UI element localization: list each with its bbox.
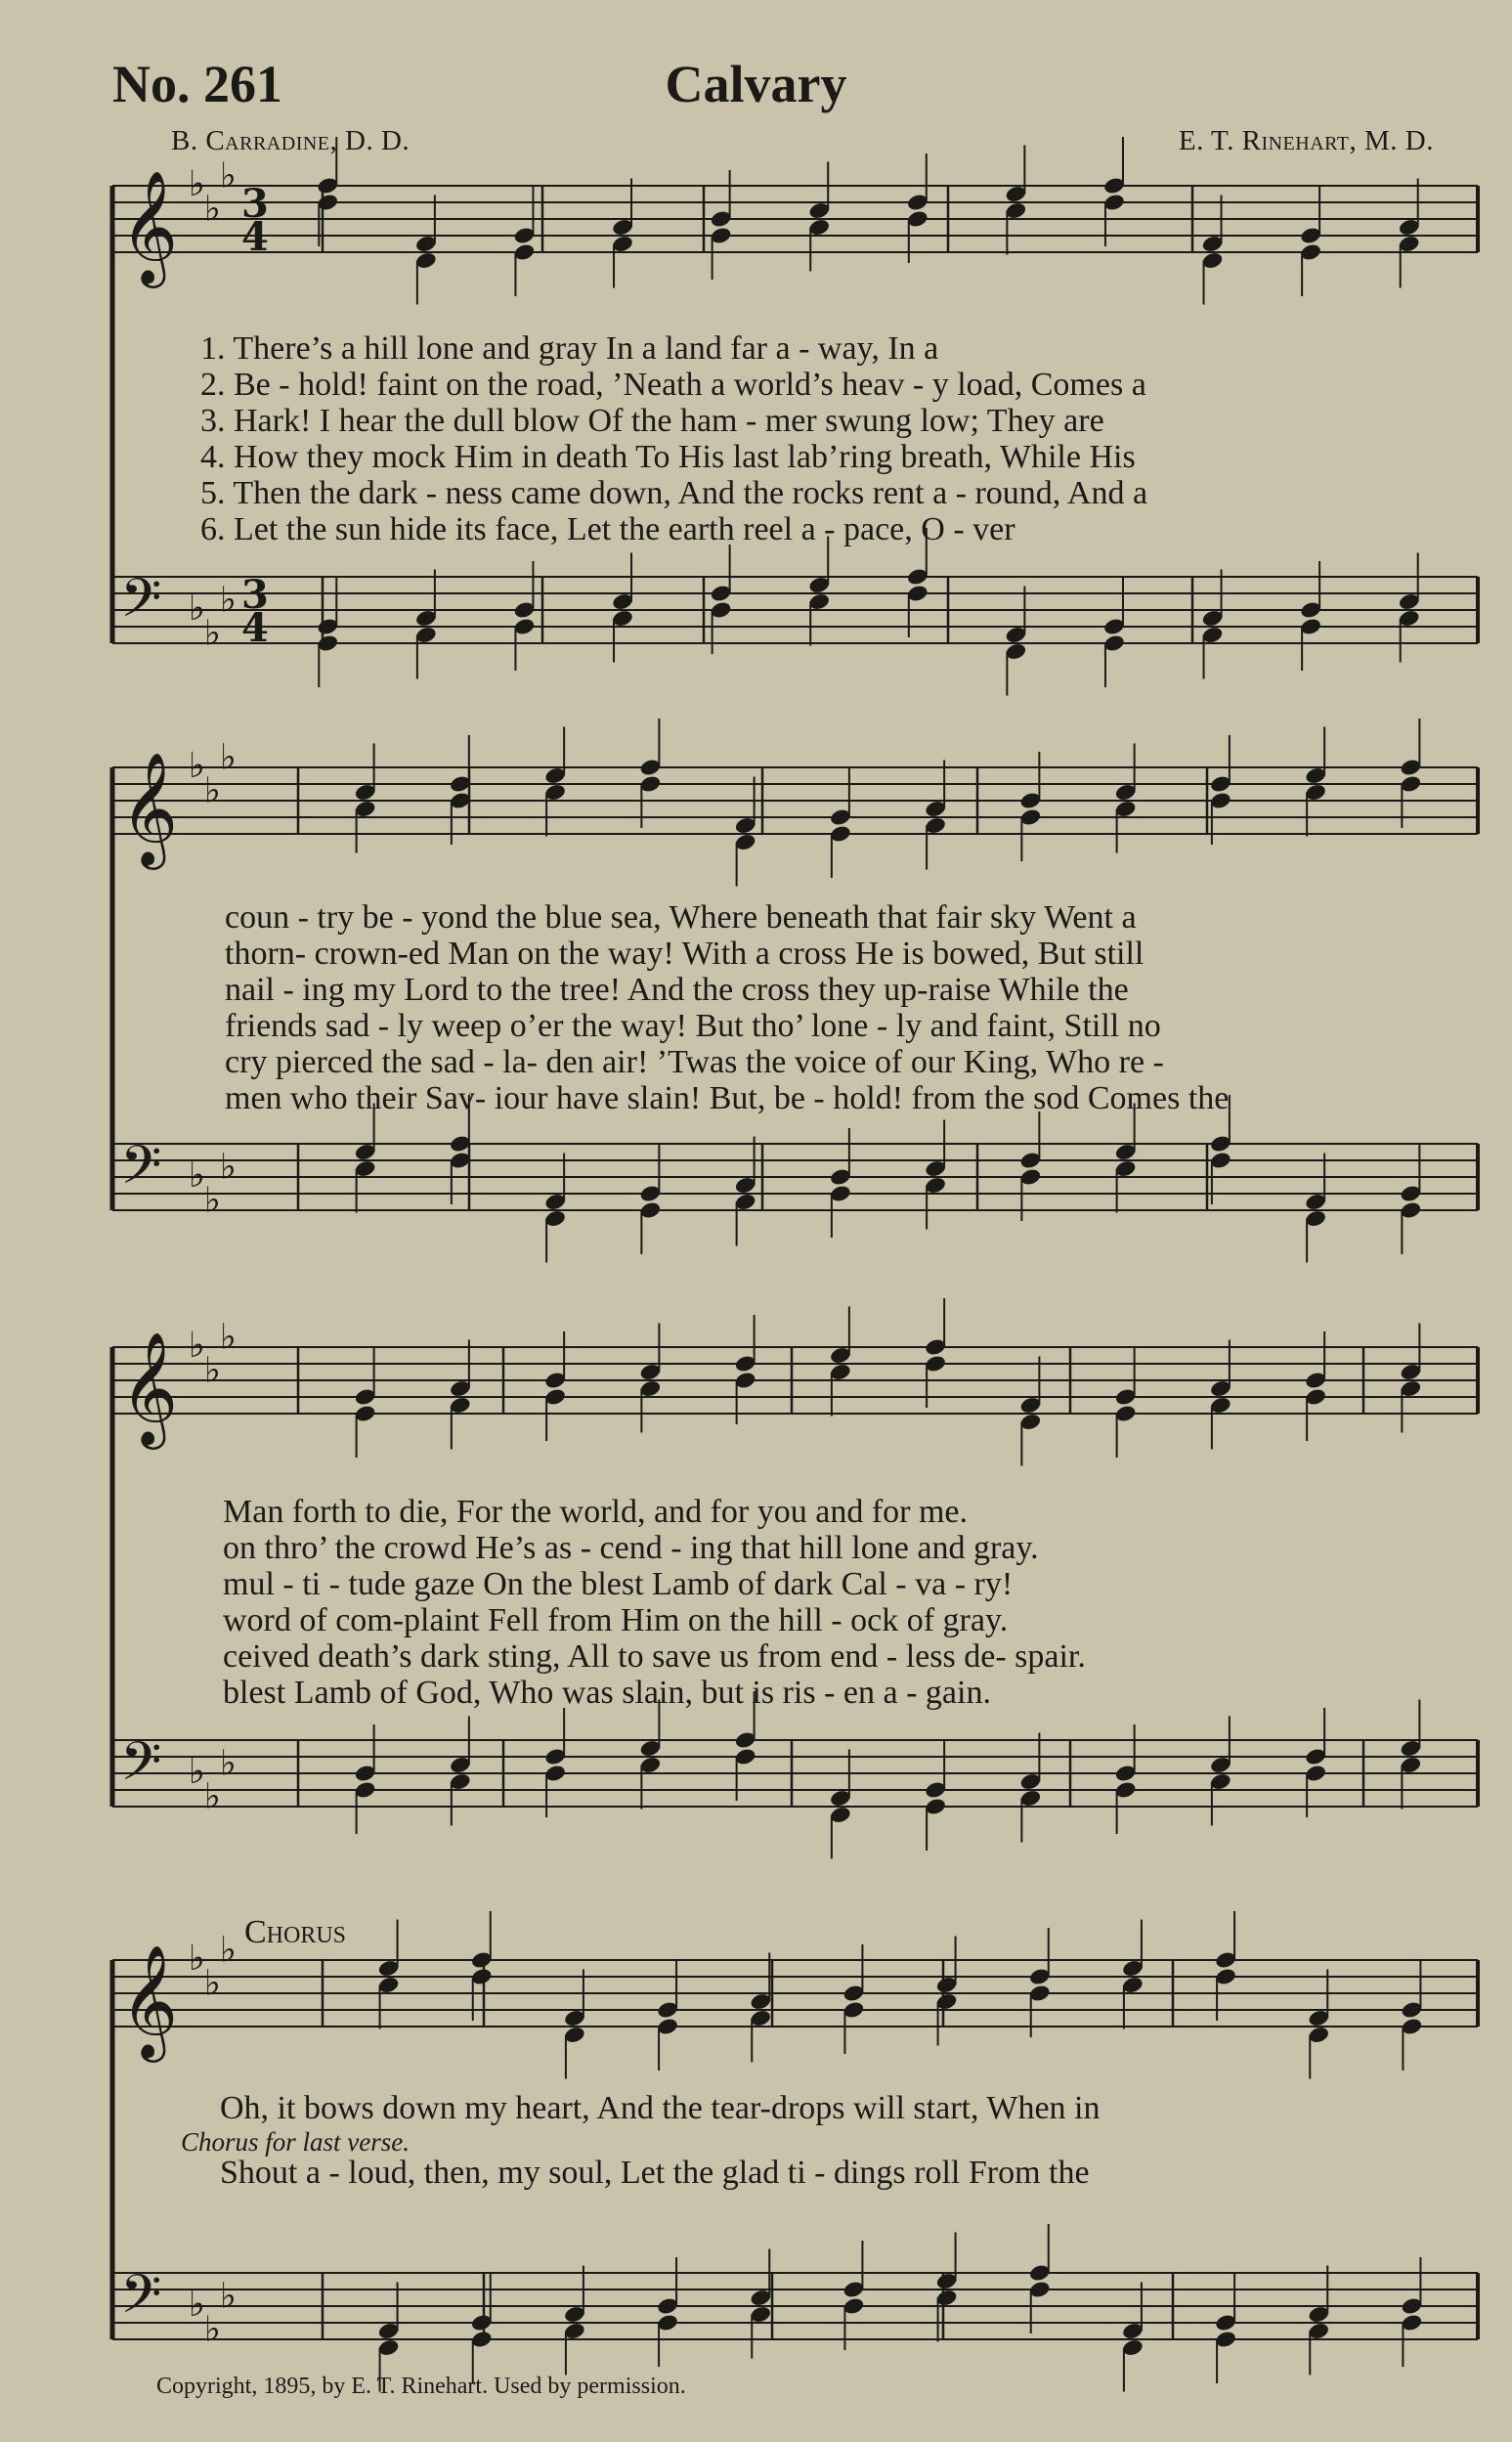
note-head [1214, 1967, 1237, 1986]
note-head [449, 1396, 472, 1416]
flat-icon: ♭ [189, 1156, 205, 1196]
note-head [1114, 800, 1138, 819]
verse-line: 1. There’s a hill lone and gray In a land far a - way, In a [200, 330, 939, 367]
note-head [1019, 1772, 1043, 1792]
note-head [354, 783, 377, 803]
note-head [1114, 1159, 1138, 1179]
verse-line: ceived death’s dark sting, All to save us from end - less de- spair. [223, 1638, 1086, 1675]
hymn-number: No. 261 [112, 55, 282, 113]
note-head [906, 193, 929, 212]
note-head [563, 2305, 586, 2325]
note-head [1400, 1184, 1423, 1203]
note-head [1307, 2009, 1330, 2028]
bass-clef-icon: 𝄢 [120, 1730, 162, 1806]
note-head [829, 1346, 852, 1366]
note-head [611, 592, 634, 612]
note-head [563, 2026, 586, 2045]
note-head [734, 1747, 757, 1766]
note-head [354, 1764, 377, 1783]
note-head [749, 2305, 772, 2325]
note-head [935, 1976, 959, 1995]
flat-icon: ♭ [204, 770, 221, 811]
treble-clef-icon: 𝄞 [120, 751, 179, 865]
note-head [656, 2017, 679, 2036]
note-head [1398, 235, 1421, 254]
note-head [1028, 2263, 1052, 2283]
note-head [1121, 1976, 1145, 1995]
note-head [563, 2322, 586, 2341]
note-head [377, 1959, 401, 1979]
note-head [924, 1176, 947, 1196]
bass-clef-icon: 𝄢 [120, 567, 162, 642]
note-head [1400, 774, 1423, 794]
note-head [639, 1379, 663, 1399]
note-head [563, 2009, 586, 2028]
note-head [829, 1806, 852, 1825]
note-head [1398, 592, 1421, 612]
note-head [1114, 1404, 1138, 1423]
note-head [1005, 185, 1028, 204]
note-head [1214, 1950, 1237, 1970]
note-head [1005, 642, 1028, 662]
note-head [829, 1363, 852, 1382]
note-head [842, 2280, 866, 2299]
note-head [639, 1739, 663, 1759]
note-head [1304, 766, 1327, 786]
note-head [807, 201, 831, 221]
note-head [1201, 235, 1225, 254]
note-head [470, 1950, 494, 1970]
verse-line: mul - ti - tude gaze On the blest Lamb of dark Cal - va - ry! [223, 1566, 1014, 1602]
note-head [1102, 617, 1126, 636]
note-head [842, 1984, 866, 2003]
note-head [543, 783, 567, 803]
note-head [611, 218, 634, 238]
note-head [710, 226, 733, 245]
note-head [924, 800, 947, 819]
time-sig-bottom: 4 [241, 214, 269, 260]
note-head [1401, 2000, 1424, 2020]
note-head [1400, 1363, 1423, 1382]
note-head [543, 1371, 567, 1390]
chorus-line: Oh, it bows down my heart, And the tear-drops will start, When in [220, 2090, 1101, 2126]
note-head [734, 1730, 757, 1750]
chorus-line: Shout a - loud, then, my soul, Let the glad ti - dings roll From the [220, 2155, 1090, 2191]
note-head [807, 592, 831, 612]
note-head [1019, 807, 1043, 827]
time-sig-top: 3 [241, 572, 269, 618]
note-head [1019, 1789, 1043, 1809]
note-head [1398, 609, 1421, 629]
note-head [639, 774, 663, 794]
flat-icon: ♭ [220, 1317, 237, 1358]
note-head [656, 2313, 679, 2333]
note-head [734, 1354, 757, 1374]
note-head [656, 2000, 679, 2020]
verse-line: 2. Be - hold! faint on the road, ’Neath a world’s heav - y load, Comes a [200, 367, 1146, 403]
note-head [656, 2296, 679, 2316]
note-head [354, 1404, 377, 1423]
note-head [513, 242, 537, 262]
note-head [1102, 193, 1126, 212]
note-head [734, 816, 757, 836]
verse-line: friends sad - ly weep o’er the way! But tho’ lone - ly and faint, Still no [225, 1008, 1161, 1044]
verse-line: thorn- crown-ed Man on the way! With a cross He is bowed, But still [225, 936, 1145, 972]
bass-clef-icon: 𝄢 [120, 1134, 162, 1209]
note-head [639, 1363, 663, 1382]
note-head [377, 2322, 401, 2341]
hymn-title: Calvary [665, 55, 847, 113]
note-head [317, 633, 340, 653]
note-head [354, 1387, 377, 1407]
note-head [1400, 1379, 1423, 1399]
note-head [749, 1992, 772, 2012]
note-head [1304, 1209, 1327, 1229]
note-head [354, 800, 377, 819]
note-head [543, 766, 567, 786]
note-head [1114, 783, 1138, 803]
note-head [1214, 2330, 1237, 2349]
note-head [639, 1184, 663, 1203]
flat-icon: ♭ [220, 155, 237, 196]
note-head [935, 2289, 959, 2308]
note-head [354, 1143, 377, 1162]
note-head [1400, 1739, 1423, 1759]
note-head [906, 209, 929, 229]
composer-credit: E. T. Rinehart, M. D. [1178, 125, 1434, 156]
note-head [1307, 2305, 1330, 2325]
flat-icon: ♭ [189, 589, 205, 629]
note-head [354, 1159, 377, 1179]
note-head [924, 1337, 947, 1357]
treble-clef-icon: 𝄞 [120, 1943, 179, 2058]
note-head [543, 1387, 567, 1407]
verse-line: 4. How they mock Him in death To His last lab’ring breath, While His [200, 439, 1136, 475]
note-head [710, 209, 733, 229]
note-head [449, 791, 472, 810]
flat-icon: ♭ [220, 737, 237, 778]
note-head [1028, 2280, 1052, 2299]
flat-icon: ♭ [220, 2276, 237, 2317]
note-head [1209, 1379, 1232, 1399]
note-head [1304, 1764, 1327, 1783]
note-head [639, 758, 663, 777]
author-credit: B. Carradine, D. D. [171, 125, 410, 156]
note-head [377, 1976, 401, 1995]
flat-icon: ♭ [189, 1939, 205, 1979]
note-head [935, 2272, 959, 2291]
flat-icon: ♭ [189, 1326, 205, 1366]
note-head [1102, 633, 1126, 653]
flat-icon: ♭ [204, 189, 221, 230]
note-head [317, 193, 340, 212]
note-head [1005, 626, 1028, 645]
note-head [906, 584, 929, 603]
note-head [807, 576, 831, 595]
copyright-notice: Copyright, 1895, by E. T. Rinehart. Used by permission. [156, 2374, 686, 2399]
note-head [829, 1167, 852, 1187]
time-sig-top: 3 [241, 181, 269, 227]
note-head [414, 251, 438, 271]
note-head [842, 2296, 866, 2316]
bass-clef-icon: 𝄢 [120, 2263, 162, 2338]
note-head [449, 1151, 472, 1170]
note-head [924, 1354, 947, 1374]
note-head [317, 617, 340, 636]
verse-line: nail - ing my Lord to the tree! And the cross they up-raise While the [225, 972, 1129, 1008]
flat-icon: ♭ [189, 1752, 205, 1792]
note-head [1028, 1984, 1052, 2003]
verse-line: on thro’ the crowd He’s as - cend - ing that hill lone and gray. [223, 1530, 1039, 1566]
note-head [1209, 1151, 1232, 1170]
note-head [1114, 1780, 1138, 1800]
note-head [829, 1184, 852, 1203]
note-head [470, 1967, 494, 1986]
note-head [710, 584, 733, 603]
note-head [1019, 791, 1043, 810]
note-head [906, 567, 929, 587]
note-head [1401, 2017, 1424, 2036]
note-head [513, 600, 537, 620]
note-head [414, 235, 438, 254]
verse-line: coun - try be - yond the blue sea, Where beneath that fair sky Went a [225, 899, 1137, 936]
note-head [734, 833, 757, 852]
note-head [611, 235, 634, 254]
note-head [513, 617, 537, 636]
note-head [449, 1134, 472, 1154]
note-head [1005, 201, 1028, 221]
flat-icon: ♭ [204, 1180, 221, 1221]
flat-icon: ♭ [204, 1963, 221, 2004]
note-head [1209, 1756, 1232, 1775]
note-head [734, 1176, 757, 1196]
note-head [924, 816, 947, 836]
chorus-label: Chorus [244, 1914, 347, 1950]
note-head [1304, 1387, 1327, 1407]
note-head [639, 1756, 663, 1775]
note-head [543, 1209, 567, 1229]
note-head [1019, 1167, 1043, 1187]
verse-line: blest Lamb of God, Who was slain, but is ris - en a - gain. [223, 1675, 991, 1711]
note-head [1102, 176, 1126, 196]
note-head [1304, 1193, 1327, 1212]
note-head [1401, 2296, 1424, 2316]
note-head [1019, 1396, 1043, 1416]
note-head [1114, 1143, 1138, 1162]
note-head [1114, 1387, 1138, 1407]
note-head [710, 600, 733, 620]
note-head [449, 1772, 472, 1792]
verse-line: men who their Sav- iour have slain! But, be - hold! from the sod Comes the [225, 1080, 1230, 1116]
note-head [1299, 617, 1322, 636]
flat-icon: ♭ [204, 1350, 221, 1391]
note-head [1209, 1396, 1232, 1416]
flat-icon: ♭ [220, 1147, 237, 1188]
note-head [317, 176, 340, 196]
note-head [1121, 1959, 1145, 1979]
note-head [639, 1200, 663, 1220]
note-head [1209, 791, 1232, 810]
note-head [829, 807, 852, 827]
note-head [749, 2009, 772, 2028]
note-head [543, 1193, 567, 1212]
note-head [1398, 218, 1421, 238]
flat-icon: ♭ [220, 1930, 237, 1971]
verse-line: word of com-plaint Fell from Him on the hill - ock of gray. [223, 1602, 1009, 1638]
treble-clef-icon: 𝄞 [120, 1330, 179, 1445]
note-head [1121, 2338, 1145, 2358]
note-head [1307, 2026, 1330, 2045]
note-head [611, 609, 634, 629]
flat-icon: ♭ [204, 1776, 221, 1817]
note-head [1299, 226, 1322, 245]
note-head [449, 1379, 472, 1399]
note-head [1209, 774, 1232, 794]
flat-icon: ♭ [189, 746, 205, 786]
note-head [1201, 609, 1225, 629]
note-head [842, 2000, 866, 2020]
note-head [935, 1992, 959, 2012]
note-head [1209, 1134, 1232, 1154]
note-head [1201, 626, 1225, 645]
note-head [1400, 1756, 1423, 1775]
note-head [1401, 2313, 1424, 2333]
note-head [449, 774, 472, 794]
note-head [414, 626, 438, 645]
note-head [1299, 242, 1322, 262]
verse-line: 6. Let the sun hide its face, Let the earth reel a - pace, O - ver [200, 511, 1015, 547]
note-head [513, 226, 537, 245]
note-head [749, 2289, 772, 2308]
note-head [829, 1789, 852, 1809]
note-head [1299, 600, 1322, 620]
flat-icon: ♭ [189, 164, 205, 204]
note-head [1201, 251, 1225, 271]
note-head [543, 1764, 567, 1783]
note-head [470, 2330, 494, 2349]
note-head [1214, 2313, 1237, 2333]
time-sig-bottom: 4 [241, 605, 269, 651]
note-head [1400, 758, 1423, 777]
note-head [807, 218, 831, 238]
note-head [1400, 1200, 1423, 1220]
note-head [1304, 1747, 1327, 1766]
note-head [1304, 1371, 1327, 1390]
note-head [829, 824, 852, 844]
flat-icon: ♭ [220, 580, 237, 621]
note-head [1304, 783, 1327, 803]
note-head [924, 1797, 947, 1816]
note-head [1019, 1151, 1043, 1170]
note-head [1114, 1764, 1138, 1783]
chorus-last-verse-note: Chorus for last verse. [181, 2127, 410, 2157]
treble-clef-icon: 𝄞 [120, 169, 179, 283]
verse-line: Man forth to die, For the world, and for you and for me. [223, 1494, 968, 1530]
note-head [924, 1780, 947, 1800]
note-head [1019, 1413, 1043, 1432]
note-head [470, 2313, 494, 2333]
verse-line: 5. Then the dark - ness came down, And the rocks rent a - round, And a [200, 475, 1148, 511]
note-head [734, 1193, 757, 1212]
note-head [449, 1756, 472, 1775]
flat-icon: ♭ [189, 2285, 205, 2325]
note-head [543, 1747, 567, 1766]
note-head [1121, 2322, 1145, 2341]
note-head [1209, 1772, 1232, 1792]
note-head [377, 2338, 401, 2358]
flat-icon: ♭ [220, 1743, 237, 1784]
note-head [1307, 2322, 1330, 2341]
flat-icon: ♭ [204, 613, 221, 654]
note-head [924, 1159, 947, 1179]
verse-line: cry pierced the sad - la- den air! ’Twas the voice of our King, Who re - [225, 1044, 1164, 1080]
note-head [354, 1780, 377, 1800]
verse-line: 3. Hark! I hear the dull blow Of the ham - mer swung low; They are [200, 403, 1104, 439]
flat-icon: ♭ [204, 2309, 221, 2350]
note-head [414, 609, 438, 629]
note-head [1028, 1967, 1052, 1986]
note-head [734, 1371, 757, 1390]
